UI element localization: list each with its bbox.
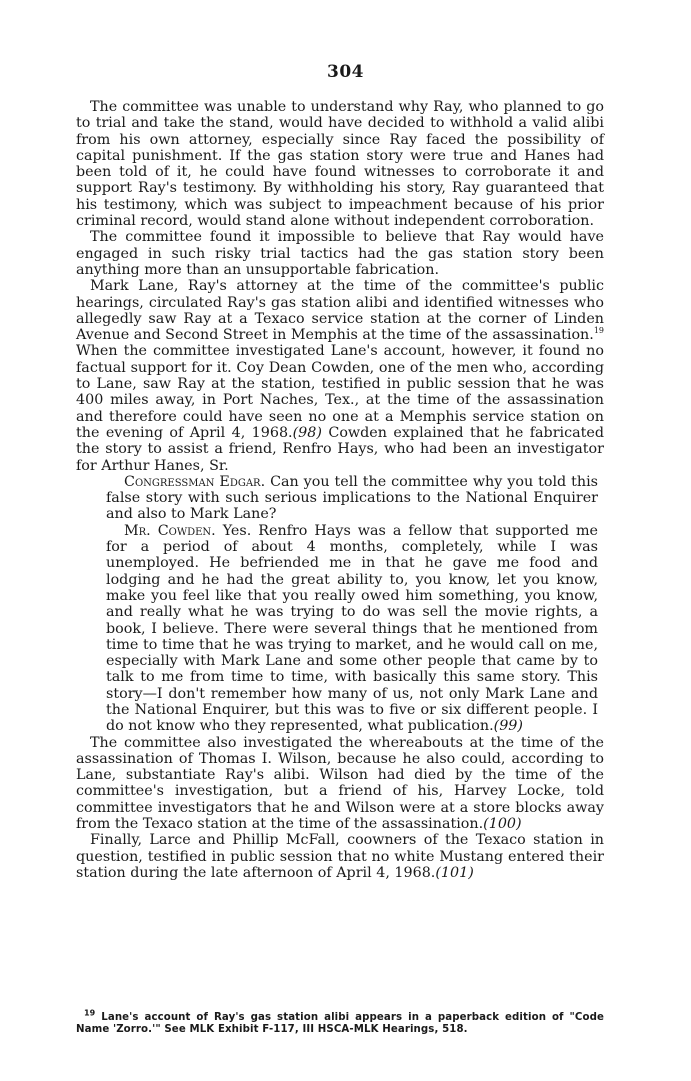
reference-98: (98) — [292, 424, 322, 441]
paragraph-withheld-alibi: The committee was unable to understand why Ray, who planned to go to trial and take the stand, would have decided to withhold a valid alibi from his own attorney, especially since Ray faced the possibility of capital punishment. If the gas station story were true and Hanes had been told of it, he could have found witnesses to corroborate it and support Ray's testimony. By withholding his story, Ray guaranteed that his testimony, which was subject to impeachment because of his prior criminal record, would stand alone without independent corroboration. — [76, 99, 604, 230]
paragraph-mark-lane — [76, 278, 604, 474]
speaker-cowden: Mr. Cowden. — [124, 522, 216, 539]
reference-100: (100) — [483, 816, 522, 833]
footnote-number: 19 — [84, 1008, 96, 1018]
body-text — [76, 99, 604, 881]
footnote-text: Lane's account of Ray's gas station alibi appears in a paperback edition of "Code Name 'Zorro.'" See MLK Exhibit F-117, III HSCA-MLK Hearings, 518. — [76, 1012, 604, 1035]
page-number: 304 — [327, 62, 364, 82]
paragraph-risky-tactics: The committee found it impossible to believe that Ray would have engaged in such risky trial tactics had the gas station story been anything more than an unsupportable fabrication. — [76, 229, 604, 278]
lane-text-middle: When the committee investigated Lane's account, however, it found no factual support for it. Coy Dean Cowden, one of the men who, according to Lane, saw Ray at the station, testified in public session that he was 400 miles away, in Port Naches, Tex., at the time of the assassination and therefore could have seen no one at a Memphis service station on the evening of April 4, 1968. — [76, 343, 604, 441]
testimony-block — [76, 474, 604, 735]
lane-text-end: Cowden explained that he fabricated the story to assist a friend, Renfro Hays, who had been an investigator for Arthur Hanes, Sr. — [76, 424, 604, 474]
footnote-marker: 19 — [593, 326, 604, 336]
footnote — [76, 1008, 604, 1036]
answer-text: Yes. Renfro Hays was a fellow that supported me for a period of about 4 months, completely, while I was unemployed. He befriended me in that he gave me food and lodging and he had the great ability to, you know, let you know, make you feel like that you really owed him something, you know, and really what he was trying to do was sell the movie rights, a book, I believe. There were several things that he mentioned from time to time that he was trying to market, and he would call on me, especially with Mark Lane and some other people that came by to talk to me from time to time, with basically this same story. This story—I don't remember how many of us, not only Mark Lane and the National Enquirer, but this was to five or six different people. I do not know who they represented, what publication. — [106, 522, 598, 735]
wilson-text: The committee also investigated the whereabouts at the time of the assassination of Thomas I. Wilson, because he also could, according to Lane, substantiate Ray's alibi. Wilson had died by the time of the committee's investigation, but a friend of his, Harvey Locke, told committee investigators that he and Wilson were at a store blocks away from the Texaco station at the time of the assassination. — [76, 734, 604, 833]
reference-101: (101) — [435, 864, 474, 881]
lane-text-start: Mark Lane, Ray's attorney at the time of the committee's public hearings, circulated Ray's gas station alibi and identified witnesses who allegedly saw Ray at a Texaco service station at the corner of Linden Avenue and Second Street in Memphis at the time of the assassination. — [76, 278, 604, 344]
question-text: Can you tell the committee why you told this false story with such serious implications to the National Enquirer and also to Mark Lane? — [106, 473, 598, 523]
paragraph-wilson — [76, 735, 604, 833]
footnote-19 — [76, 1008, 604, 1036]
paragraph-mcfall — [76, 832, 604, 881]
mcfall-text: Finally, Larce and Phillip McFall, coowners of the Texaco station in question, testified in public session that no white Mustang entered their station during the late afternoon of April 4, 1968. — [76, 832, 604, 881]
testimony-question — [106, 474, 598, 523]
reference-99: (99) — [493, 718, 523, 735]
testimony-answer — [106, 523, 598, 735]
speaker-edgar: Congressman Edgar. — [124, 473, 266, 490]
